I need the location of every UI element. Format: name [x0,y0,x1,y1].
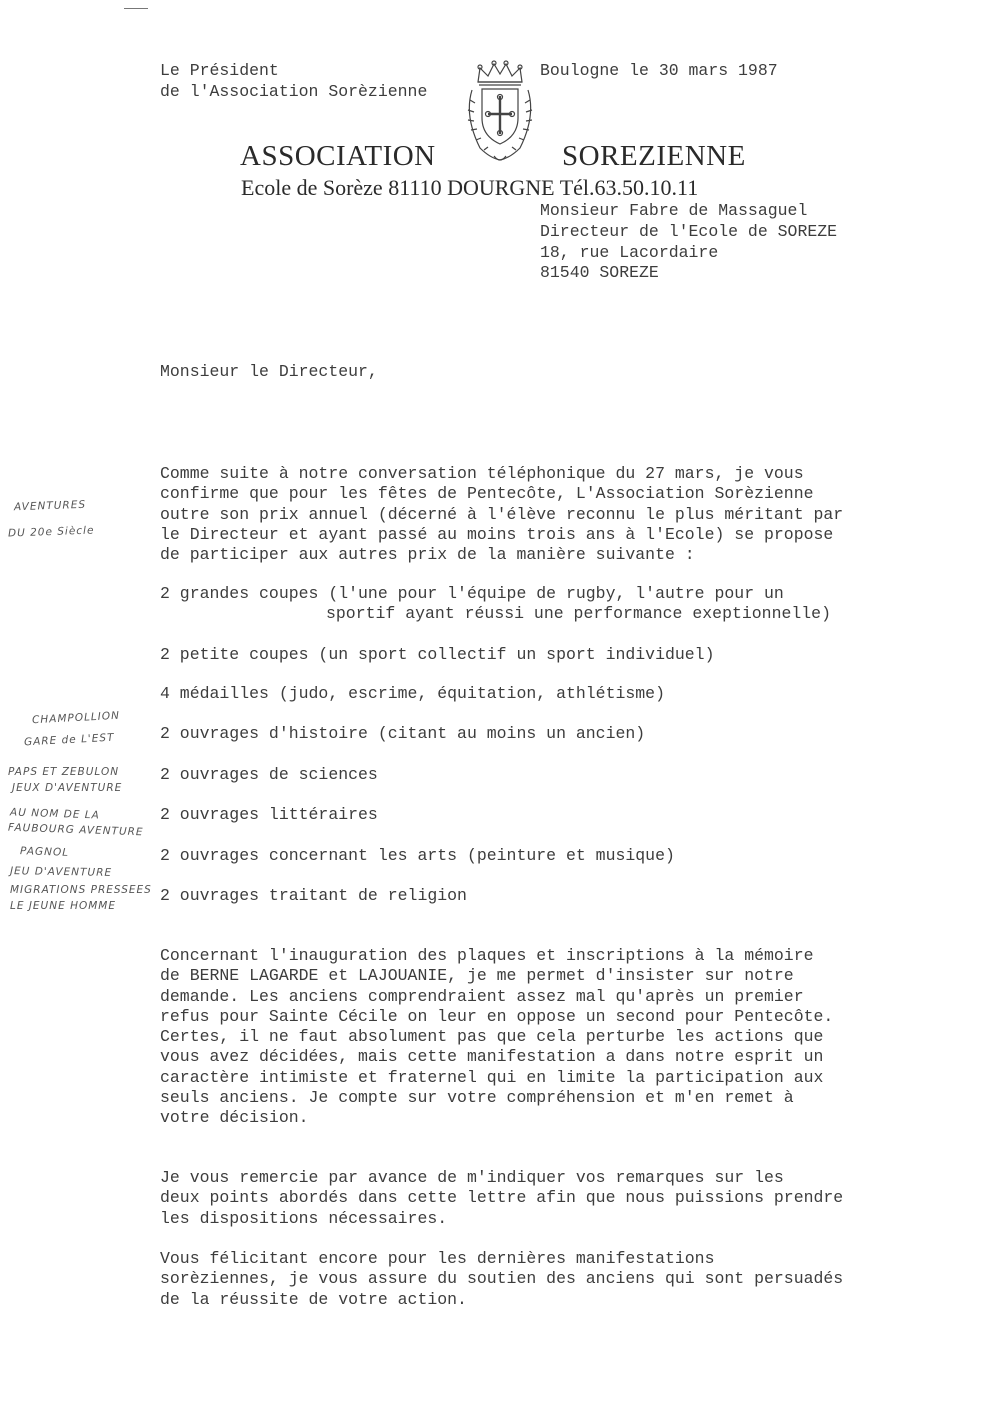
prize-item-grandes-coupes: 2 grandes coupes (l'une pour l'équipe de rugby, l'autre pour un [160,584,784,603]
plaques-line: vous avez décidées, mais cette manifestation a dans notre esprit un [160,1047,824,1067]
association-address: Ecole de Sorèze 81110 DOURGNE Tél.63.50.10.11 [241,175,699,200]
plaques-line: Concernant l'inauguration des plaques et inscriptions à la mémoire [160,946,814,965]
thanks-line: Je vous remercie par avance de m'indiquer vos remarques sur les [160,1168,784,1187]
plaques-line: caractère intimiste et fraternel qui en limite la participation aux [160,1067,824,1087]
intro-line: Comme suite à notre conversation téléphonique du 27 mars, je vous [160,464,804,483]
closing-line: Vous félicitant encore pour les dernières manifestations [160,1249,715,1268]
handwritten-note-3b: JEUX D'AVENTURE [12,782,123,794]
prize-item-petites-coupes: 2 petite coupes (un sport collectif un sport individuel) [160,645,715,664]
handwritten-note-6b: LE JEUNE HOMME [10,900,116,912]
thanks-line: les dispositions nécessaires. [160,1208,448,1228]
prize-item-histoire: 2 ouvrages d'histoire (citant au moins un ancien) [160,724,646,743]
recipient-name: Monsieur Fabre de Massaguel [540,201,808,220]
prize-item-medailles: 4 médailles (judo, escrime, équitation, athlétisme) [160,684,665,703]
closing-line: de la réussite de votre action. [160,1289,467,1309]
plaques-line: demande. Les anciens comprendraient assez mal qu'après un premier [160,986,804,1006]
handwritten-note-4: AU NOM DE LA [9,806,100,822]
handwritten-note-1b: DU 20e Siècle [7,524,95,540]
handwritten-note-3: PAPS ET ZEBULON [8,766,120,778]
intro-line: de participer aux autres prix de la manière suivante : [160,545,695,565]
recipient-title: Directeur de l'Ecole de SOREZE [540,222,838,241]
plaques-line: votre décision. [160,1108,309,1128]
intro-line: confirme que pour les fêtes de Pentecôte, L'Association Sorèzienne [160,484,814,504]
recipient-city: 81540 SOREZE [540,263,659,282]
recipient-street: 18, rue Lacordaire [540,243,719,262]
prize-item-litteraires: 2 ouvrages littéraires [160,805,378,824]
association-name-right: SOREZIENNE [562,140,746,172]
handwritten-note-1: AVENTURES [13,498,87,514]
association-name-left: ASSOCIATION [240,140,436,172]
thanks-paragraph [160,1168,843,1229]
closing-paragraph [160,1249,843,1310]
scan-mark [124,8,148,9]
intro-line: outre son prix annuel (décerné à l'élève reconnu le plus méritant par [160,504,844,524]
prize-item-religion: 2 ouvrages traitant de religion [160,886,467,905]
prize-item-sciences: 2 ouvrages de sciences [160,765,378,784]
handwritten-note-2b: GARE de L'EST [23,731,115,749]
thanks-line: deux points abordés dans cette lettre afin que nous puissions prendre [160,1188,844,1208]
plaques-line: Certes, il ne faut absolument pas que cela perturbe les actions que [160,1027,824,1047]
handwritten-note-4b: FAUBOURG AVENTURE [7,821,144,839]
closing-line: sorèziennes, je vous assure du soutien des anciens qui sont persuadés [160,1269,844,1289]
intro-paragraph [160,464,843,565]
handwritten-note-5b: JEU D'AVENTURE [9,865,113,879]
prize-item-grandes-coupes-continued: sportif ayant réussi une performance exeptionnelle) [326,604,831,623]
salutation: Monsieur le Directeur, [160,362,378,381]
sender-organization: de l'Association Sorèzienne [160,82,428,101]
plaques-line: de BERNE LAGARDE et LAJOUANIE, je me permet d'insister sur notre [160,966,794,986]
plaques-line: refus pour Sainte Cécile on leur en oppose un second pour Pentecôte. [160,1006,834,1026]
prize-item-arts: 2 ouvrages concernant les arts (peinture et musique) [160,846,675,865]
handwritten-note-2: CHAMPOLLION [31,709,121,727]
sender-title: Le Président [160,61,279,80]
crowned-cross-crest-icon [450,56,550,168]
intro-line: le Directeur et ayant passé au moins trois ans à l'Ecole) se propose [160,524,834,544]
plaques-line: seuls anciens. Je compte sur votre compréhension et m'en remet à [160,1088,794,1108]
handwritten-note-6: MIGRATIONS PRESSEES [10,884,152,896]
handwritten-note-5: PAGNOL [19,845,70,859]
plaques-paragraph [160,946,833,1129]
letter-date: Boulogne le 30 mars 1987 [540,61,778,80]
